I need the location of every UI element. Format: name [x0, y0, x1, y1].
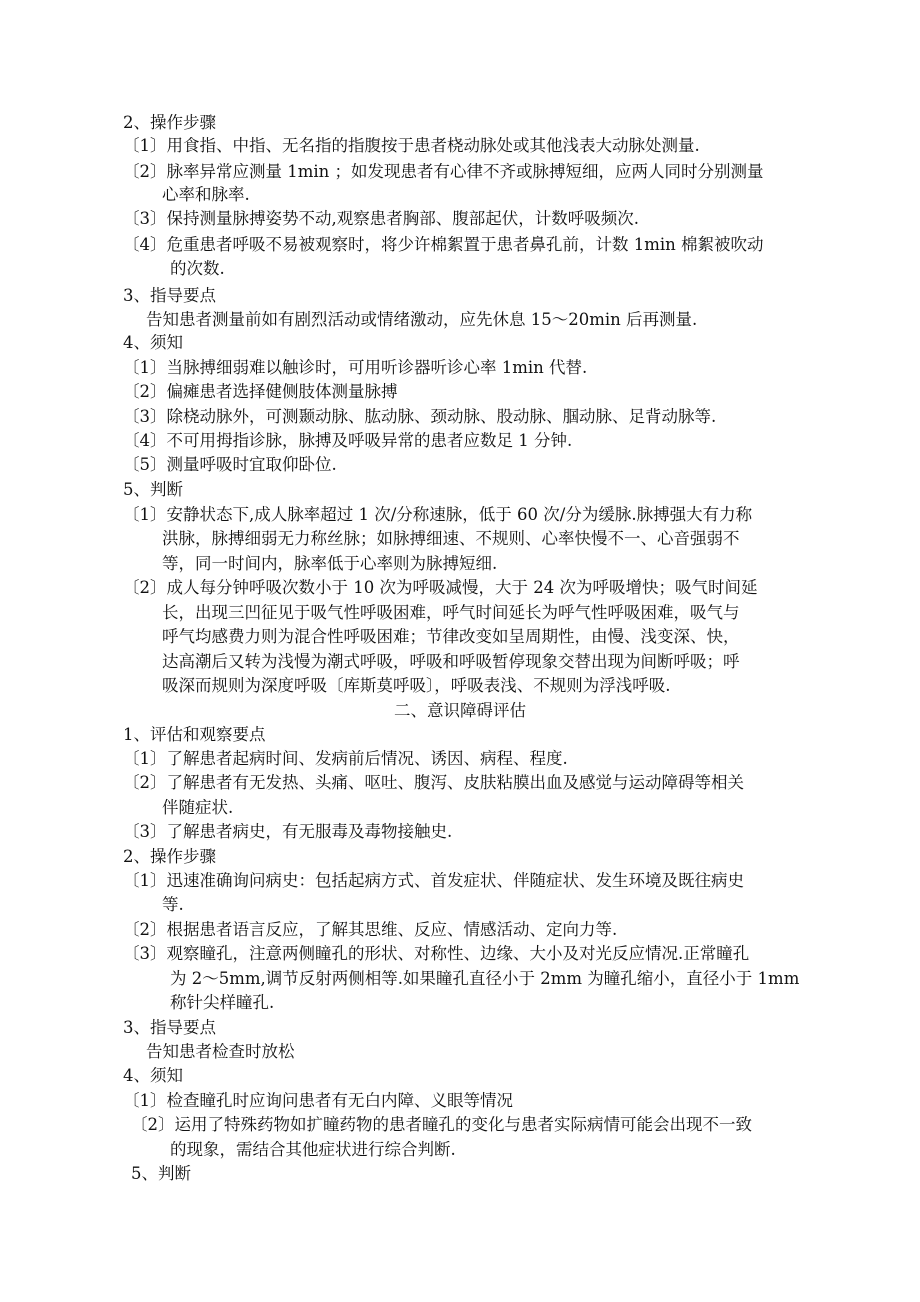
judgement-item: 〔2〕成人每分钟呼吸次数小于 10 次为呼吸减慢，大于 24 次为呼吸增快；吸气时间延 [123, 578, 758, 597]
step-item-continuation: 为 2～5mm,调节反射两侧相等.如果瞳孔直径小于 2mm 为瞳孔缩小，直径小于 1mm [170, 969, 800, 988]
heading-operation-steps-2: 2、操作步骤 [123, 847, 216, 866]
guidance-text: 告知患者测量前如有剧烈活动或情绪激动，应先休息 15～20min 后再测量. [146, 310, 698, 329]
judgement-item-continuation: 达高潮后又转为浅慢为潮式呼吸，呼吸和呼吸暂停现象交替出现为间断呼吸；呼 [162, 652, 740, 671]
step-item: 〔1〕迅速准确询问病史：包括起病方式、首发症状、伴随症状、发生环境及既往病史 [123, 871, 744, 890]
step-item-continuation: 等. [162, 895, 184, 914]
assessment-item: 〔3〕了解患者病史，有无服毒及毒物接触史. [123, 822, 453, 841]
step-item: 〔3〕保持测量脉搏姿势不动,观察患者胸部、腹部起伏，计数呼吸频次. [123, 209, 639, 228]
judgement-item: 〔1〕安静状态下,成人脉率超过 1 次/分称速脉，低于 60 次/分为缓脉.脉搏强大有力称 [123, 505, 753, 524]
heading-notes-2: 4、须知 [123, 1066, 183, 1085]
heading-judgement-2: 5、判断 [131, 1164, 191, 1183]
step-item: 〔2〕脉率异常应测量 1min ；如发现患者有心律不齐或脉搏短细，应两人同时分别测量 [123, 162, 764, 181]
step-item-continuation: 称针尖样瞳孔. [170, 993, 275, 1012]
heading-assessment: 1、评估和观察要点 [123, 725, 266, 744]
judgement-item-continuation: 等，同一时间内，脉率低于心率则为脉搏短细. [162, 554, 498, 573]
judgement-item-continuation: 长，出现三凹征见于吸气性呼吸困难，呼气时间延长为呼气性呼吸困难，吸气与 [162, 603, 740, 622]
note-item: 〔2〕运用了特殊药物如扩瞳药物的患者瞳孔的变化与患者实际病情可能会出现不一致 [131, 1115, 752, 1134]
section-title: 二、意识障碍评估 [394, 701, 526, 720]
assessment-item-continuation: 伴随症状. [162, 798, 234, 817]
heading-guidance-2: 3、指导要点 [123, 1018, 216, 1037]
heading-judgement: 5、判断 [123, 480, 183, 499]
note-item: 〔1〕检查瞳孔时应询问患者有无白内障、义眼等情况 [123, 1091, 513, 1110]
assessment-item: 〔2〕了解患者有无发热、头痛、呕吐、腹泻、皮肤粘膜出血及感觉与运动障碍等相关 [123, 773, 744, 792]
note-item: 〔3〕除桡动脉外，可测颞动脉、肱动脉、颈动脉、股动脉、腘动脉、足背动脉等. [123, 407, 717, 426]
judgement-item-continuation: 呼气均感费力则为混合性呼吸困难；节律改变如呈周期性，由慢、浅变深、快， [162, 627, 740, 646]
assessment-item: 〔1〕了解患者起病时间、发病前后情况、诱因、病程、程度. [123, 749, 568, 768]
guidance-text-2: 告知患者检查时放松 [146, 1042, 295, 1061]
note-item: 〔5〕测量呼吸时宜取仰卧位. [123, 455, 337, 474]
heading-guidance: 3、指导要点 [123, 286, 216, 305]
judgement-item-continuation: 洪脉，脉搏细弱无力称丝脉；如脉搏细速、不规则、心率快慢不一、心音强弱不 [162, 529, 740, 548]
note-item: 〔1〕当脉搏细弱难以触诊时，可用听诊器听诊心率 1min 代替. [123, 358, 588, 377]
note-item: 〔4〕不可用拇指诊脉，脉搏及呼吸异常的患者应数足 1 分钟. [123, 431, 573, 450]
step-item: 〔1〕用食指、中指、无名指的指腹按于患者桡动脉处或其他浅表大动脉处测量. [123, 136, 700, 155]
note-item: 〔2〕偏瘫患者选择健侧肢体测量脉搏 [123, 382, 398, 401]
step-item: 〔2〕根据患者语言反应，了解其思维、反应、情感活动、定向力等. [123, 920, 618, 939]
note-item-continuation: 的现象，需结合其他症状进行综合判断. [170, 1140, 456, 1159]
heading-operation-steps: 2、操作步骤 [123, 113, 216, 132]
judgement-item-continuation: 吸深而规则为深度呼吸〔库斯莫呼吸〕，呼吸表浅、不规则为浮浅呼吸. [162, 676, 671, 695]
heading-notes: 4、须知 [123, 333, 183, 352]
step-item: 〔3〕观察瞳孔，注意两侧瞳孔的形状、对称性、边缘、大小及对光反应情况.正常瞳孔 [123, 944, 750, 963]
step-item-continuation: 的次数. [170, 259, 225, 278]
step-item: 〔4〕危重患者呼吸不易被观察时，将少许棉絮置于患者鼻孔前，计数 1min 棉絮被吹动 [123, 235, 764, 254]
step-item-continuation: 心率和脉率. [162, 185, 250, 204]
